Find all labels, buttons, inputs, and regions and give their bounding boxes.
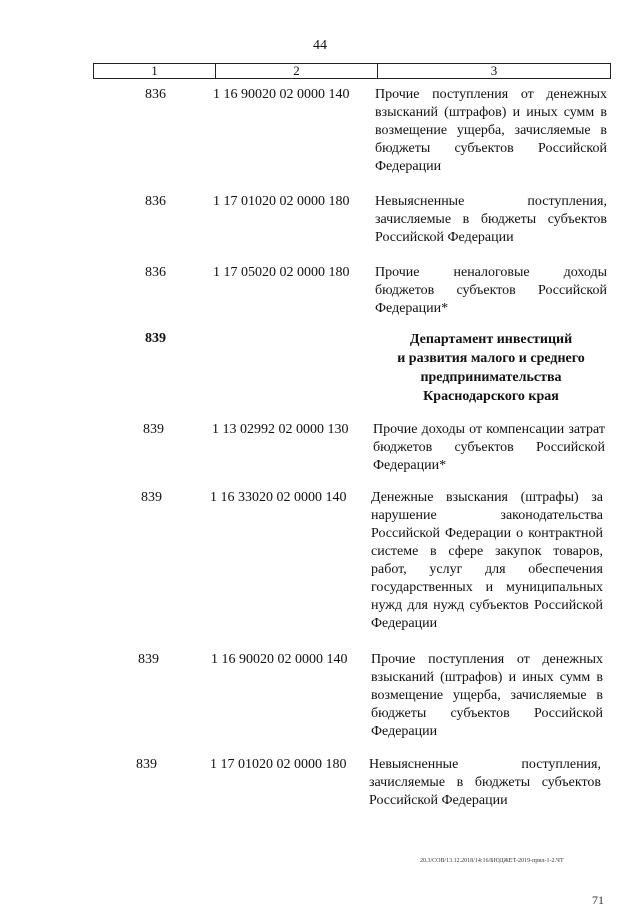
budget-code: 1 16 90020 02 0000 140 (211, 652, 348, 667)
admin-code: 839 (141, 490, 162, 505)
department-title-line: и развития малого и среднего (397, 351, 585, 366)
budget-code: 1 17 05020 02 0000 180 (213, 265, 350, 280)
admin-code: 839 (136, 757, 157, 772)
income-description: Прочие поступления от денежных взысканий (штрафов) и иных сумм в возмещение ущерба, зачисляемые в бюджеты субъектов Российской Федерации (371, 652, 603, 739)
document-stamp: 20.3/СОВ/13.12.2018/14:16/БЮДЖЕТ-2019-прил-1-2.ЧТ (420, 858, 564, 864)
income-description: Прочие поступления от денежных взысканий (штрафов) и иных сумм в возмещение ущерба, зачисляемые в бюджеты субъектов Российской Федерации (375, 87, 607, 174)
department-title-line: Департамент инвестиций (409, 332, 573, 347)
department-code: 839 (145, 331, 166, 346)
budget-code: 1 17 01020 02 0000 180 (213, 194, 350, 209)
admin-code: 839 (143, 422, 164, 437)
department-title-line: Краснодарского края (423, 389, 559, 404)
department-title-line: предпринимательства (420, 370, 562, 385)
table-header (93, 63, 611, 79)
budget-code: 1 16 90020 02 0000 140 (213, 87, 350, 102)
admin-code: 836 (145, 194, 166, 209)
budget-code: 1 17 01020 02 0000 180 (210, 757, 347, 772)
admin-code: 836 (145, 265, 166, 280)
budget-code: 1 16 33020 02 0000 140 (210, 490, 347, 505)
income-description: Денежные взыскания (штрафы) за нарушение законодательства Российской Федерации о контрактной системе в сфере закупок товаров, работ, услуг для обеспечения государственных и муниципальных нужд для нужд субъектов Российской Федерации (371, 490, 603, 631)
income-description: Прочие доходы от компенсации затрат бюджетов субъектов Российской Федерации* (373, 422, 605, 473)
admin-code: 836 (145, 87, 166, 102)
page-number: 44 (313, 38, 327, 53)
header-col-1: 1 (94, 64, 216, 78)
income-description: Невыясненные поступления, зачисляемые в бюджеты субъектов Российской Федерации (375, 194, 607, 245)
budget-code: 1 13 02992 02 0000 130 (212, 422, 349, 437)
income-description: Прочие неналоговые доходы бюджетов субъектов Российской Федерации* (375, 265, 607, 316)
corner-mark: 71 (592, 893, 604, 907)
department-title (375, 330, 607, 406)
admin-code: 839 (138, 652, 159, 667)
income-description: Невыясненные поступления, зачисляемые в бюджеты субъектов Российской Федерации (369, 757, 601, 808)
header-col-3: 3 (490, 63, 498, 78)
header-col-2: 2 (216, 64, 378, 78)
